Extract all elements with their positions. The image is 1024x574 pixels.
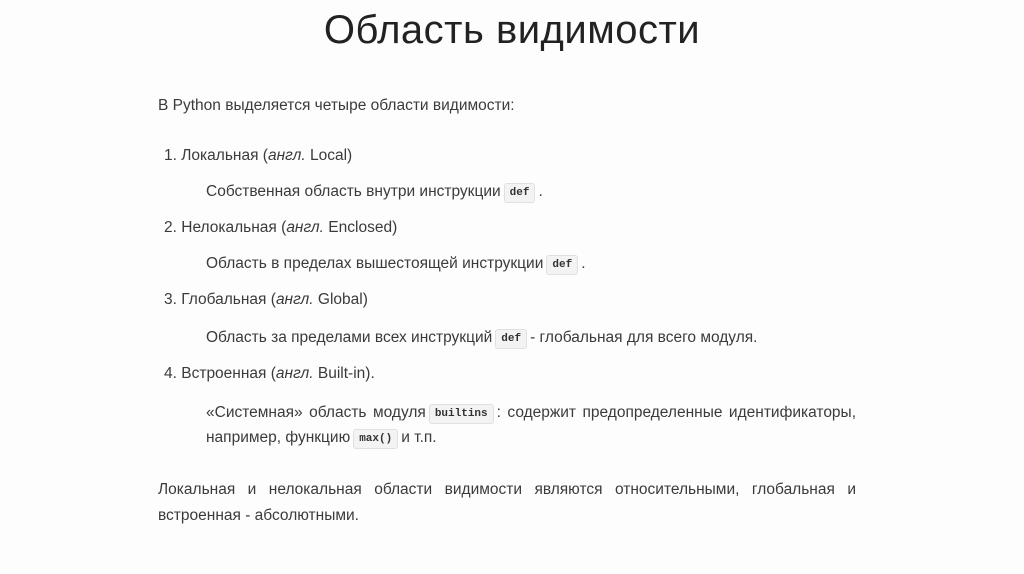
scope-item-builtin-desc xyxy=(206,400,856,450)
closing-paragraph: Локальная и нелокальная области видимости являются относительными, глобальная и встроенная - абсолютными. xyxy=(158,481,856,524)
scope-item-global-title xyxy=(164,289,368,311)
item-paren-close: ). xyxy=(365,365,375,382)
item-paren-open: ( xyxy=(270,291,276,308)
item-paren-close: ) xyxy=(347,147,353,164)
code-def: def xyxy=(495,329,527,349)
scope-item-enclosed-desc xyxy=(206,253,586,275)
item-english: Global xyxy=(317,291,363,308)
item-desc-text: Область за пределами всех инструкций xyxy=(206,329,493,346)
item-abbr: англ. xyxy=(267,147,306,164)
code-builtins: builtins xyxy=(429,404,494,424)
item-abbr: англ. xyxy=(286,219,324,236)
item-desc-tail: - глобальная для всего модуля. xyxy=(530,329,758,346)
item-english: Built-in xyxy=(317,365,366,382)
item-paren-close: ) xyxy=(392,219,398,236)
scope-item-local-desc xyxy=(206,181,543,203)
item-paren-open: ( xyxy=(262,147,268,164)
scope-item-global-desc xyxy=(206,327,757,349)
item-desc-tail: . xyxy=(538,183,543,200)
item-number: 3. xyxy=(164,291,177,308)
item-number: 4. xyxy=(164,365,177,382)
item-english: Enclosed xyxy=(328,219,393,236)
code-max: max() xyxy=(353,429,398,449)
item-paren-open: ( xyxy=(281,219,287,236)
scope-item-builtin-title xyxy=(164,363,375,385)
scope-item-local-title xyxy=(164,145,352,167)
item-paren-open: ( xyxy=(270,365,276,382)
item-desc-text: Собственная область внутри инструкции xyxy=(206,183,501,200)
scope-item-enclosed-title xyxy=(164,217,397,239)
item-number: 1. xyxy=(164,147,177,164)
item-name: Встроенная xyxy=(181,365,267,382)
item-desc-tail: . xyxy=(581,255,586,272)
item-desc-middle: : содержит предопределенные идентификаторы, например, функцию xyxy=(206,404,857,446)
code-def: def xyxy=(504,183,536,203)
item-abbr: англ. xyxy=(275,291,314,308)
item-desc-tail: и т.п. xyxy=(401,429,437,446)
item-desc-text: «Системная» область модуля xyxy=(206,404,426,421)
intro-text: В Python выделяется четыре области видимости: xyxy=(158,97,515,114)
item-paren-close: ) xyxy=(362,291,368,308)
item-english: Local xyxy=(309,147,348,164)
item-name: Нелокальная xyxy=(181,219,277,236)
item-abbr: англ. xyxy=(275,365,314,382)
slide-title: Область видимости xyxy=(323,8,701,52)
code-def: def xyxy=(546,255,578,275)
item-desc-text: Область в пределах вышестоящей инструкции xyxy=(206,255,544,272)
item-name: Глобальная xyxy=(181,291,267,308)
item-number: 2. xyxy=(164,219,177,236)
item-name: Локальная xyxy=(181,147,259,164)
